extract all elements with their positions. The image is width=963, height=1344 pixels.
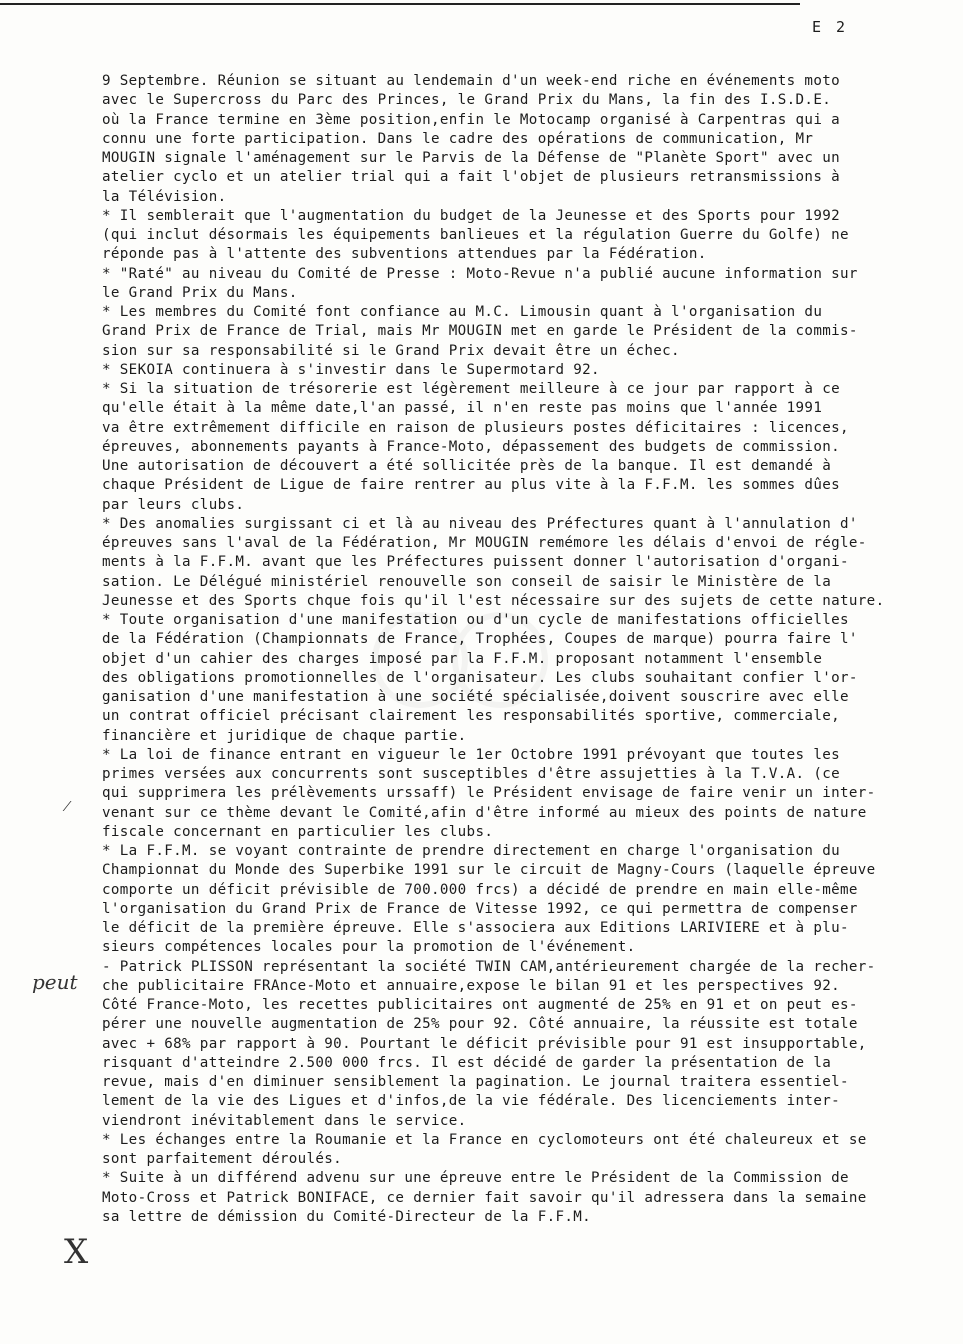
text-line: primes versées aux concurrents sont susceptibles d'être assujetties à la T.V.A. (ce [102,766,841,782]
text-line: * La loi de finance entrant en vigueur le 1er Octobre 1991 prévoyant que toutes les [102,746,841,763]
minutes-body [102,72,938,1227]
text-line: 9 Septembre. Réunion se situant au lendemain d'un week-end riche en événements moto [102,73,841,89]
text-line: ments à la F.F.M. avant que les Préfectures puissent donner l'autorisation d'organi- [102,554,849,571]
text-line: Championnat du Monde des Superbike 1991 sur le circuit de Magny-Cours (laquelle épreuve [102,862,876,879]
text-line: * Toute organisation d'une manifestation ou d'un cycle de manifestations officielles [102,612,849,628]
text-line: l'organisation du Grand Prix de France de Vitesse 1992, ce qui permettra de compenser [102,900,858,917]
handwritten-margin-note: peut [32,970,78,994]
text-line: avec + 68% par rapport à 90. Pourtant le déficit prévisible pour 91 est insupportable, [102,1035,867,1052]
text-line: épreuves, abonnements payants à France-Moto, dépassement des budgets de commission. [102,438,841,455]
text-line: le Grand Prix du Mans. [102,284,298,301]
text-line: des obligations promotionnelles de l'organisateur. Les clubs souhaitant confier l'or- [102,669,858,686]
text-line: che publicitaire FRAnce-Moto et annuaire,expose le bilan 91 et les perspectives 92. [102,977,841,994]
text-line: où la France termine en 3ème position,enfin le Motocamp organisé à Carpentras qui a [102,111,841,128]
text-line: * Suite à un différend advenu sur une épreuve entre le Président de la Commission de [102,1170,849,1187]
text-line: (qui inclut désormais les équipements banlieues et la régulation Guerre du Golfe) ne [102,227,849,243]
text-line: de la Fédération (Championnats de France, Trophées, Coupes de marque) pourra faire l' [102,631,858,648]
text-line: atelier cyclo et un atelier trial qui a fait l'objet de plusieurs retransmissions à [102,169,841,186]
text-line: fiscale concernant en particulier les clubs. [102,823,494,840]
text-line: comporte un déficit prévisible de 700.000 frcs) a décidé de prendre en main elle-même [102,881,858,898]
handwritten-x-mark: X [64,1232,89,1272]
text-line: le déficit de la première épreuve. Elle s'associera aux Editions LARIVIERE et à plu- [102,920,849,936]
text-line: réponde pas à l'attente des subventions attendues par la Fédération. [102,246,707,263]
text-line: épreuves sans l'aval de la Fédération, Mr MOUGIN remémore les délais d'envoi de régle- [102,535,867,551]
text-line: pérer une nouvelle augmentation de 25% pour 92. Côté annuaire, la réussite est totale [102,1016,858,1033]
margin-tick-mark: ⁄ [66,800,69,815]
text-line: lement de la vie des Ligues et d'infos,de la vie fédérale. Des licenciements inter- [102,1093,841,1110]
text-line: sont parfaitement déroulés. [102,1151,343,1167]
text-line: un contrat officiel précisant clairement les responsabilités sportive, commerciale, [102,708,841,725]
text-line: va être extrêmement difficile en raison de plusieurs postes déficitaires : licences, [102,419,849,436]
text-line: avec le Supercross du Parc des Princes, le Grand Prix du Mans, la fin des I.S.D.E. [102,92,832,109]
text-line: sation. Le Délégué ministériel renouvelle son conseil de saisir le Ministère de la [102,573,832,590]
text-line: revue, mais d'en diminuer sensiblement la pagination. Le journal traitera essentiel- [102,1074,849,1090]
text-line: par leurs clubs. [102,496,245,513]
text-line: Moto-Cross et Patrick BONIFACE, ce dernier fait savoir qu'il adressera dans la semaine [102,1189,867,1206]
top-rule [0,3,800,5]
text-line: qui supprimera les prélèvements urssaff) le Président envisage de faire venir un inter- [102,785,876,802]
text-line: qu'elle était à la même date,l'an passé, il n'en reste pas moins que l'année 1991 [102,400,823,417]
text-line: * "Raté" au niveau du Comité de Presse : Moto-Revue n'a publié aucune information sur [102,265,858,282]
text-line: Côté France-Moto, les recettes publicitaires ont augmenté de 25% en 91 et on peut es- [102,997,858,1013]
text-line: sa lettre de démission du Comité-Directeur de la F.F.M. [102,1208,592,1225]
text-line: * Les échanges entre la Roumanie et la France en cyclomoteurs ont été chaleureux et se [102,1131,867,1148]
text-line: sieurs compétences locales pour la promotion de l'événement. [102,939,636,956]
text-line: la Télévision. [102,188,227,205]
text-line: objet d'un cahier des charges imposé par la F.F.M. proposant notamment l'ensemble [102,650,823,667]
page-number: E 2 [812,18,849,36]
text-line: ganisation d'une manifestation à une société spécialisée,doivent souscrire avec elle [102,689,849,705]
text-line: * La F.F.M. se voyant contrainte de prendre directement en charge l'organisation du [102,843,841,859]
text-line: financière et juridique de chaque partie. [102,727,467,744]
text-line: Jeunesse et des Sports chque fois qu'il l'est nécessaire sur des sujets de cette nature. [102,592,885,609]
text-line: Une autorisation de découvert a été sollicitée près de la banque. Il est demandé à [102,458,832,474]
text-line: venant sur ce thème devant le Comité,afin d'être informé au mieux des points de nature [102,804,867,821]
text-line: * SEKOIA continuera à s'investir dans le Supermotard 92. [102,361,600,378]
text-line: risquant d'atteindre 2.500 000 frcs. Il est décidé de garder la présentation de la [102,1054,832,1071]
text-line: * Si la situation de trésorerie est légèrement meilleure à ce jour par rapport à ce [102,381,841,397]
text-line: chaque Président de Ligue de faire rentrer au plus vite à la F.F.M. les sommes dûes [102,477,841,494]
text-line: * Des anomalies surgissant ci et là au niveau des Préfectures quant à l'annulation d' [102,515,858,532]
text-line: Grand Prix de France de Trial, mais Mr MOUGIN met en garde le Président de la commis- [102,323,858,340]
text-line: * Il semblerait que l'augmentation du budget de la Jeunesse et des Sports pour 1992 [102,207,841,224]
text-line: MOUGIN signale l'aménagement sur le Parvis de la Défense de "Planète Sport" avec un [102,150,841,166]
text-line: sion sur sa responsabilité si le Grand Prix devait être un échec. [102,342,680,359]
text-line: connu une forte participation. Dans le cadre des opérations de communication, Mr [102,130,814,147]
text-line: * Les membres du Comité font confiance au M.C. Limousin quant à l'organisation du [102,304,823,320]
text-line: viendront inévitablement dans le service. [102,1112,467,1129]
text-line: - Patrick PLISSON représentant la société TWIN CAM,antérieurement chargée de la recher- [102,958,876,975]
